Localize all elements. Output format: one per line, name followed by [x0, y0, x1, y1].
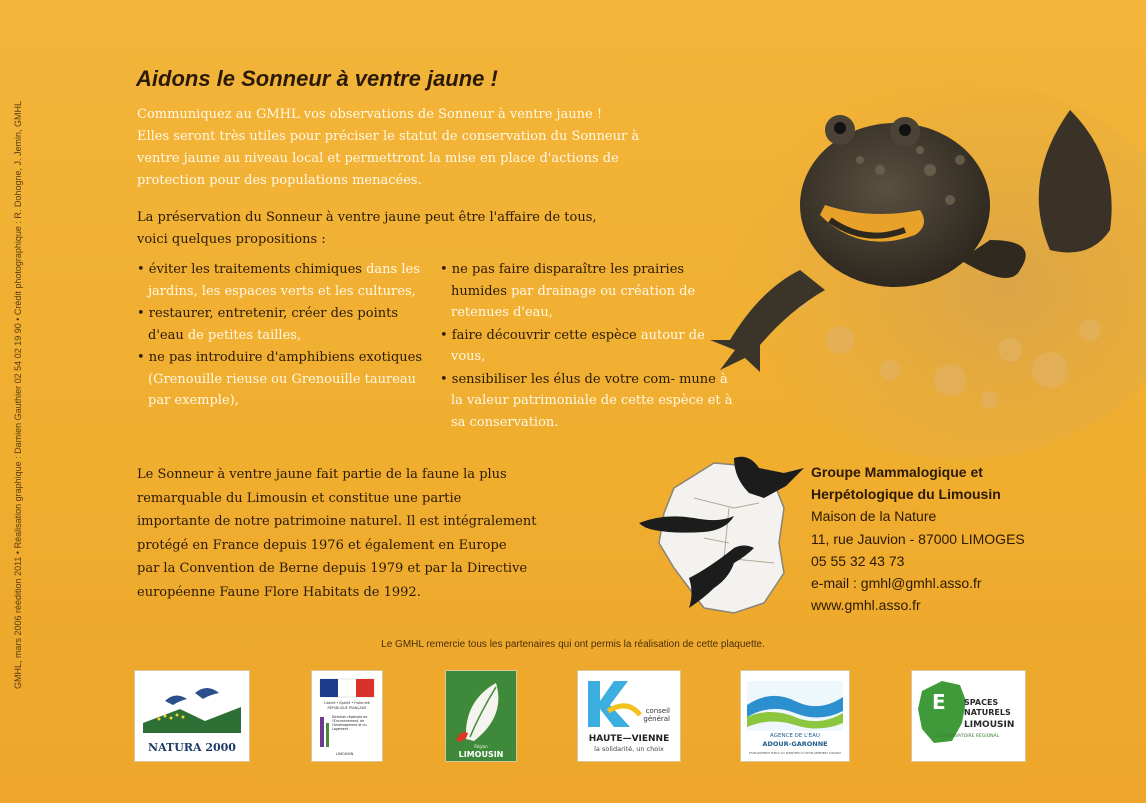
espaces-naturels-logo [911, 670, 1026, 762]
intro-line: ventre jaune au niveau local et permettront la mise en place d'actions de [137, 151, 619, 166]
protection-line: importante de notre patrimoine naturel. Il est intégralement [137, 514, 537, 530]
proposition-main: • faire découvrir cette espèce [440, 327, 637, 343]
proposition-item [137, 303, 437, 346]
org-website[interactable]: www.gmhl.asso.fr [811, 597, 921, 614]
limousin-shape-icon [912, 671, 1025, 761]
proposition-main: • éviter les traitements chimiques [137, 262, 362, 277]
region-small-label: Région [474, 744, 488, 749]
proposition-detail: à la valeur patrimoniale de cette espèce et à sa conservation. [451, 371, 733, 430]
protection-paragraph [137, 463, 627, 605]
hv-line1: conseil [645, 707, 670, 715]
org-address: 11, rue Jauvion - 87000 LIMOGES [811, 530, 1025, 547]
proposition-main: • restaurer, entretenir, créer des points d'eau [137, 306, 399, 343]
proposition-item [137, 259, 437, 302]
proposition-main: • sensibiliser les élus de votre com- mune [440, 371, 716, 387]
org-house: Maison de la Nature [811, 508, 937, 525]
limousin-map-logo [634, 448, 809, 618]
thanks-line: Le GMHL remercie tous les partenaires qui ont permis la réalisation de cette plaquette. [381, 639, 765, 650]
natura-label: NATURA 2000 [148, 741, 236, 754]
en-line3: LIMOUSIN [964, 720, 1015, 730]
proposition-detail: dans les jardins, les espaces verts et les cultures, [148, 262, 420, 299]
en-line1: SPACES [964, 698, 999, 707]
eau-line1: AGENCE DE L'EAU [770, 733, 820, 739]
marianne-icon [312, 671, 382, 761]
intro-line: Communiquez au GMHL vos observations de Sonneur à ventre jaune ! [137, 107, 603, 122]
proposition-detail: autour de vous, [451, 327, 705, 364]
proposition-detail: par drainage ou création de retenues d'eau, [451, 283, 696, 320]
region-limousin-logo [445, 670, 517, 762]
en-tagline: CONSERVATOIRE RÉGIONAL [936, 734, 1000, 739]
org-name: Herpétologique du Limousin [811, 486, 1001, 503]
prefet-republic: RÉPUBLIQUE FRANÇAISE [327, 706, 367, 710]
propositions-intro [137, 207, 697, 251]
prefet-logo [311, 670, 383, 762]
en-line2: NATURELS [964, 708, 1011, 717]
toad-photo [690, 40, 1146, 460]
protection-line: Le Sonneur à ventre jaune fait partie de la faune la plus [137, 467, 507, 482]
org-name: Groupe Mammalogique et [811, 464, 983, 480]
intro-line: Elles seront très utiles pour préciser le statut de conservation du Sonneur à [137, 129, 640, 144]
intro-paragraph [137, 104, 757, 192]
protection-line: européenne Faune Flore Habitats de 1992. [137, 584, 421, 600]
org-email[interactable]: e-mail : gmhl@gmhl.asso.fr [811, 575, 982, 592]
intro-line: protection pour des populations menacées. [137, 173, 422, 188]
hv-name: HAUTE—VIENNE [588, 734, 670, 744]
haute-vienne-logo [577, 670, 681, 762]
agence-eau-logo [740, 670, 850, 762]
proposition-detail: (Grenouille rieuse ou Grenouille taureau par exemple), [148, 371, 417, 408]
hv-emblem-icon [578, 671, 680, 761]
contact-block [811, 461, 1025, 616]
hv-tagline: la solidarité, un choix [594, 745, 664, 753]
prefet-motto: Liberté • Égalité • Fraternité [324, 701, 370, 705]
prefet-direction: Direction régionale de l'Environnement, de l'Aménagement et du Logement [332, 715, 368, 731]
protection-line: remarquable du Limousin et constitue une partie [137, 490, 462, 506]
protection-line: protégé en France depuis 1976 et également en Europe [137, 537, 507, 553]
proposition-main: • ne pas introduire d'amphibiens exotiques [137, 350, 423, 365]
org-phone: 05 55 32 43 73 [811, 552, 905, 569]
eau-line2: ADOUR-GARONNE [762, 740, 828, 748]
water-wave-icon [741, 671, 849, 761]
propositions-line: voici quelques propositions : [137, 232, 326, 247]
leaf-icon [446, 671, 516, 761]
hv-line2: général [643, 715, 670, 723]
natura-2000-logo [134, 670, 250, 762]
natura-bird-icon [135, 671, 249, 761]
proposition-main: • ne pas faire disparaître les prairies humides [440, 262, 685, 299]
en-letter: E [932, 690, 946, 714]
side-credit: GMHL, mars 2006 réédition 2011 • Réalisation graphique : Damien Gauthier 02 54 02 19 90 • Crédit photographique : R. Dohogne, J. Jemin, GMHL [13, 101, 23, 689]
propositions-column-left [137, 259, 437, 413]
proposition-detail: de petites tailles, [187, 327, 302, 343]
region-label: LIMOUSIN [458, 750, 504, 759]
prefet-region: LIMOUSIN [336, 752, 354, 756]
protection-line: par la Convention de Berne depuis 1979 et par la Directive [137, 561, 528, 577]
propositions-line: La préservation du Sonneur à ventre jaune peut être l'affaire de tous, [137, 210, 597, 225]
eau-tagline: ÉTABLISSEMENT PUBLIC DU MINISTÈRE DU DÉVELOPPEMENT DURABLE [749, 752, 841, 755]
page-title: Aidons le Sonneur à ventre jaune ! [136, 66, 498, 91]
proposition-item [137, 347, 437, 412]
